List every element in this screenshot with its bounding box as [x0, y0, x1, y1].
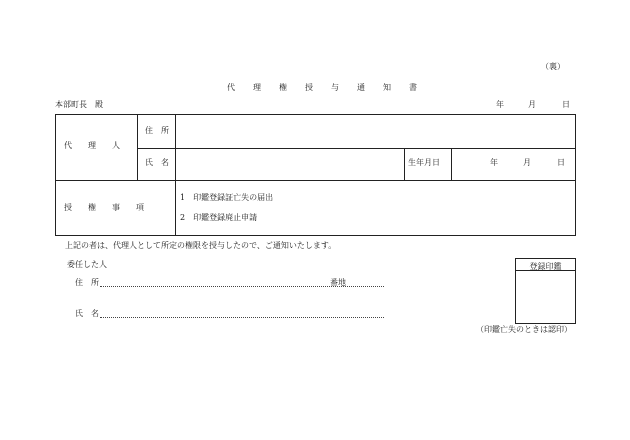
- date-month-label: 月: [528, 100, 536, 109]
- agent-name-field[interactable]: [177, 150, 403, 179]
- row-divider: [137, 148, 576, 149]
- document-title: [218, 84, 426, 92]
- title-char: 授: [305, 83, 313, 92]
- seal-box-header: [516, 259, 575, 271]
- birth-month-label: 月: [523, 158, 531, 167]
- col-divider: [137, 115, 138, 180]
- principal-heading: 委任した人: [67, 260, 107, 269]
- authority-item: 2 印鑑登録廃止申請: [180, 213, 258, 222]
- title-char: 与: [331, 83, 339, 92]
- birth-year-label: 年: [490, 158, 498, 167]
- row-divider: [56, 180, 576, 181]
- agent-label: 代 理 人: [64, 141, 120, 150]
- principal-name-line[interactable]: [100, 317, 384, 318]
- principal-name-label: 氏 名: [75, 309, 99, 318]
- seal-note: （印鑑亡失のときは認印）: [476, 325, 572, 334]
- title-char: 権: [279, 83, 287, 92]
- registered-seal-box[interactable]: [515, 258, 576, 324]
- date-year-label: 年: [496, 100, 504, 109]
- agent-name-label: 氏 名: [145, 158, 169, 167]
- date-day-label: 日: [562, 100, 570, 109]
- banchi-label: 番地: [330, 278, 346, 287]
- title-char: 知: [383, 83, 391, 92]
- birth-date-label: 生年月日: [408, 158, 440, 167]
- col-divider: [451, 148, 452, 180]
- title-char: 代: [227, 83, 235, 92]
- page-side-note: （裏）: [541, 62, 565, 71]
- title-char: 通: [357, 83, 365, 92]
- notice-text: 上記の者は、代理人として所定の権限を授与したので、ご通知いたします。: [65, 241, 337, 250]
- agent-address-field[interactable]: [177, 116, 575, 147]
- authority-item: 1 印鑑登録証亡失の届出: [180, 193, 274, 202]
- principal-address-label: 住 所: [75, 278, 99, 287]
- agent-form-table: [55, 114, 576, 236]
- seal-box-label: 登録印鑑: [529, 262, 562, 271]
- agent-address-label: 住 所: [145, 126, 169, 135]
- col-divider: [404, 148, 405, 180]
- title-char: 書: [409, 83, 417, 92]
- addressee: 本部町長 殿: [55, 100, 103, 109]
- title-char: 理: [253, 83, 261, 92]
- col-divider: [175, 115, 176, 235]
- birth-day-label: 日: [557, 158, 565, 167]
- authority-label: 授 権 事 項: [64, 203, 144, 212]
